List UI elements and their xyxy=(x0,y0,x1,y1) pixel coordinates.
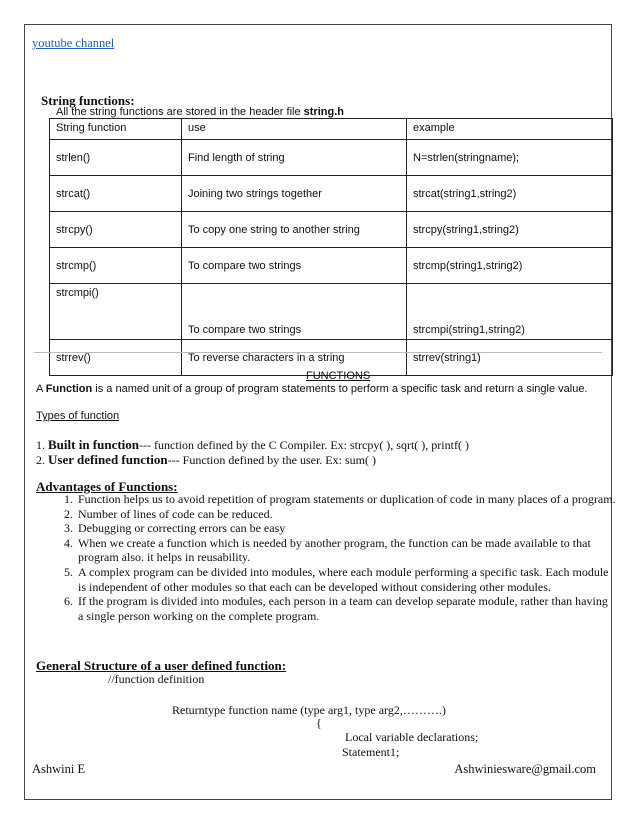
table-header-row xyxy=(50,119,613,140)
def-text: is a named unit of a group of program statements to perform a specific task and return a single value. xyxy=(92,383,588,395)
function-name-cell: strcat() xyxy=(50,176,182,212)
function-example-cell: strcmpi(string1,string2) xyxy=(407,284,613,340)
function-name-cell: strcpy() xyxy=(50,212,182,248)
function-definition xyxy=(36,383,588,395)
string-functions-title: String functions: xyxy=(41,93,135,108)
types-of-function-heading: Types of function xyxy=(36,410,120,422)
list-item: 5. A complex program can be divided into modules, where each module performing a specific task. Each module is independent of other modules so that each can be developed without considering other modules. xyxy=(76,565,616,594)
function-use-cell: To reverse characters in a string xyxy=(182,340,407,376)
function-name-cell: strcmp() xyxy=(50,248,182,284)
table-row xyxy=(50,176,613,212)
type-num: 1. xyxy=(36,438,48,452)
table-row xyxy=(50,284,613,340)
local-declarations-line: Local variable declarations; xyxy=(345,730,479,744)
structure-heading: General Structure of a user defined function: xyxy=(36,658,287,673)
advantages-list xyxy=(58,492,616,623)
header-cell: use xyxy=(182,119,407,140)
function-name-cell: strrev() xyxy=(50,340,182,376)
footer-author: Ashwini E xyxy=(32,762,86,776)
function-signature: Returntype function name (type arg1, type arg2,……….) xyxy=(172,703,446,717)
table-row xyxy=(50,140,613,176)
function-example-cell: strcpy(string1,string2) xyxy=(407,212,613,248)
list-item: 6. If the program is divided into modules, each person in a team can develop separate module, rather than having a single person working on the complete program. xyxy=(76,594,616,623)
type-num: 2. xyxy=(36,453,48,467)
functions-heading: FUNCTIONS xyxy=(306,370,371,382)
function-example-cell: N=strlen(stringname); xyxy=(407,140,613,176)
header-cell: example xyxy=(407,119,613,140)
function-example-cell: strrev(string1) xyxy=(407,340,613,376)
def-prefix: A xyxy=(36,383,46,395)
header-cell: String function xyxy=(50,119,182,140)
type-name: User defined function xyxy=(48,452,168,467)
statement-line: Statement1; xyxy=(342,745,400,759)
type-built-in xyxy=(36,437,469,453)
function-example-cell: strcmp(string1,string2) xyxy=(407,248,613,284)
string-functions-intro xyxy=(56,106,344,118)
string-functions-table xyxy=(49,118,613,376)
function-definition-comment: //function definition xyxy=(108,672,205,686)
function-name-cell: strlen() xyxy=(50,140,182,176)
type-desc: --- function defined by the C Compiler. Ex: strcpy( ), sqrt( ), printf( ) xyxy=(139,438,469,452)
function-use-cell: To compare two strings xyxy=(182,248,407,284)
list-item: 2. Number of lines of code can be reduced. xyxy=(76,507,616,522)
function-use-cell: Find length of string xyxy=(182,140,407,176)
open-brace: { xyxy=(316,716,322,730)
type-desc: --- Function defined by the user. Ex: sum( ) xyxy=(167,453,376,467)
def-term: Function xyxy=(45,383,93,395)
intro-text: All the string functions are stored in the header file xyxy=(56,106,304,118)
list-item: 1. Function helps us to avoid repetition of program statements or duplication of code in many places of a program. xyxy=(76,492,616,507)
function-use-cell: To copy one string to another string xyxy=(182,212,407,248)
table-row xyxy=(50,212,613,248)
table-row xyxy=(50,248,613,284)
type-user-defined xyxy=(36,452,376,468)
intro-header-file: string.h xyxy=(303,106,344,118)
footer-email: Ashwiniesware@gmail.com xyxy=(454,762,596,776)
function-example-cell: strcat(string1,string2) xyxy=(407,176,613,212)
function-use-cell: Joining two strings together xyxy=(182,176,407,212)
type-name: Built in function xyxy=(48,437,140,452)
function-name-cell: strcmpi() xyxy=(50,284,182,340)
youtube-channel-link[interactable]: youtube channel xyxy=(32,36,115,50)
function-use-cell: To compare two strings xyxy=(182,284,407,340)
section-divider xyxy=(34,352,602,353)
list-item: 3. Debugging or correcting errors can be easy xyxy=(76,521,616,536)
list-item: 4. When we create a function which is needed by another program, the function can be made available to that program also. it helps in reusability. xyxy=(76,536,616,565)
advantages-heading: Advantages of Functions: xyxy=(36,479,178,494)
